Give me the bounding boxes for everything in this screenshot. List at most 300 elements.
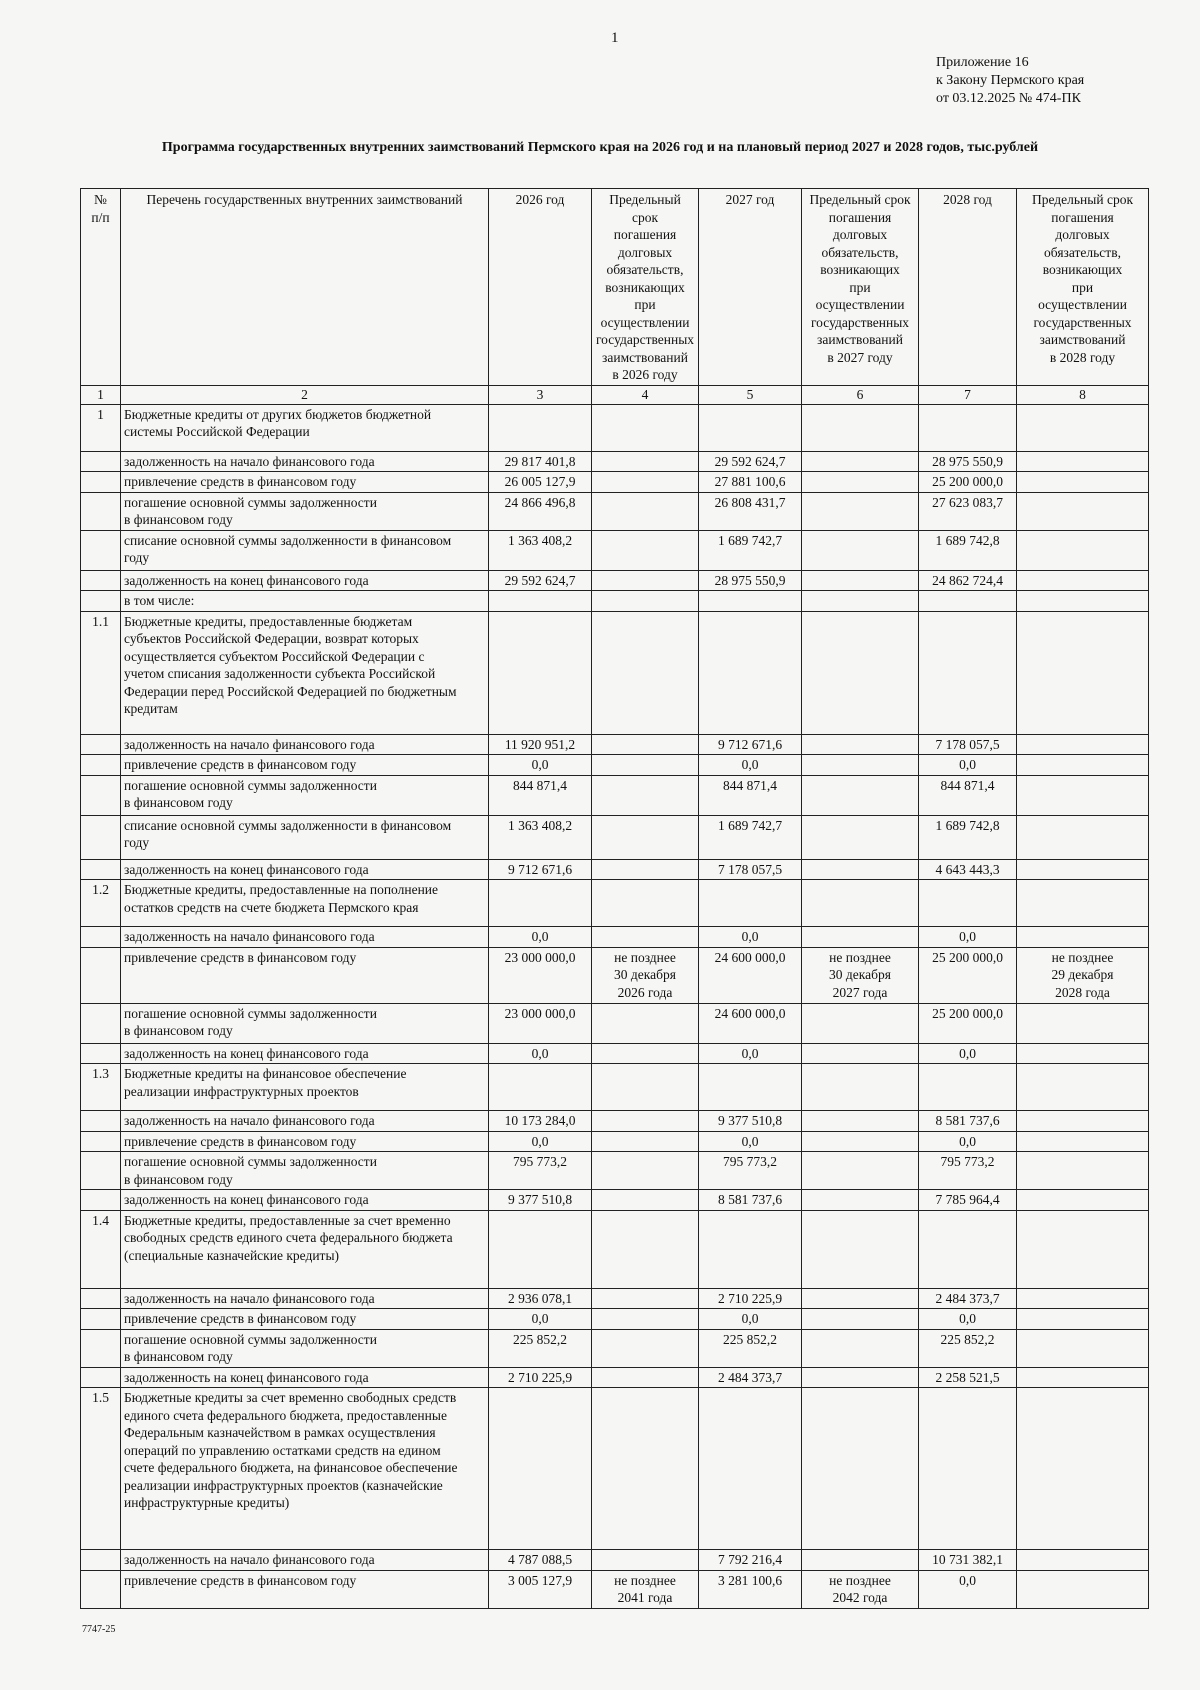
term-2028-cell bbox=[1017, 1388, 1149, 1550]
term-2028-cell bbox=[1017, 1111, 1149, 1132]
row-number-cell: 1 bbox=[81, 404, 121, 451]
row-number-cell: 1.4 bbox=[81, 1210, 121, 1288]
table-row bbox=[81, 472, 1149, 493]
term-2028-cell bbox=[1017, 591, 1149, 612]
term-2026-cell bbox=[592, 859, 699, 880]
value-2028-cell bbox=[919, 591, 1017, 612]
value-2028-cell: 8 581 737,6 bbox=[919, 1111, 1017, 1132]
row-number-cell bbox=[81, 1043, 121, 1064]
value-2027-cell bbox=[699, 591, 802, 612]
term-2028-cell bbox=[1017, 1309, 1149, 1330]
term-2026-cell bbox=[592, 611, 699, 734]
value-2027-cell: 2 484 373,7 bbox=[699, 1367, 802, 1388]
table-row bbox=[81, 1309, 1149, 1330]
row-number-cell bbox=[81, 1329, 121, 1367]
value-2028-cell: 795 773,2 bbox=[919, 1152, 1017, 1190]
table-row bbox=[81, 1131, 1149, 1152]
term-2027-cell bbox=[802, 1152, 919, 1190]
value-2028-cell: 0,0 bbox=[919, 1131, 1017, 1152]
table-row bbox=[81, 1570, 1149, 1608]
value-2026-cell bbox=[489, 880, 592, 927]
value-2027-cell: 26 808 431,7 bbox=[699, 492, 802, 530]
term-2026-cell bbox=[592, 927, 699, 948]
term-2026-cell: не позднее 2041 года bbox=[592, 1570, 699, 1608]
value-2027-cell: 1 689 742,7 bbox=[699, 815, 802, 859]
term-2027-cell bbox=[802, 880, 919, 927]
term-2028-cell bbox=[1017, 530, 1149, 570]
value-2028-cell: 25 200 000,0 bbox=[919, 1003, 1017, 1043]
value-2027-cell bbox=[699, 611, 802, 734]
item-name-cell: Бюджетные кредиты, предоставленные бюджетам субъектов Российской Федерации, возврат которых осуществляется субъектом Российской Федерации с учетом списания задолженности субъекта Российской Федерации перед Российской Федерацией по бюджетным кредитам bbox=[121, 611, 489, 734]
term-2028-cell bbox=[1017, 1152, 1149, 1190]
value-2028-cell: 7 785 964,4 bbox=[919, 1190, 1017, 1211]
value-2027-cell bbox=[699, 404, 802, 451]
table-row bbox=[81, 492, 1149, 530]
table-row bbox=[81, 1210, 1149, 1288]
item-name-cell: задолженность на конец финансового года bbox=[121, 570, 489, 591]
value-2026-cell bbox=[489, 404, 592, 451]
row-number-cell bbox=[81, 1550, 121, 1571]
term-2026-cell bbox=[592, 591, 699, 612]
value-2026-cell: 9 712 671,6 bbox=[489, 859, 592, 880]
term-2028-cell bbox=[1017, 1190, 1149, 1211]
term-2027-cell bbox=[802, 1388, 919, 1550]
table-row bbox=[81, 1388, 1149, 1550]
table-row bbox=[81, 1329, 1149, 1367]
value-2028-cell: 0,0 bbox=[919, 1043, 1017, 1064]
table-row bbox=[81, 530, 1149, 570]
item-name-cell: Бюджетные кредиты, предоставленные за счет временно свободных средств единого счета федерального бюджета (специальные казначейские кредиты) bbox=[121, 1210, 489, 1288]
row-number-cell bbox=[81, 1190, 121, 1211]
term-2028-cell bbox=[1017, 859, 1149, 880]
term-2028-cell bbox=[1017, 451, 1149, 472]
item-name-cell: задолженность на конец финансового года bbox=[121, 1043, 489, 1064]
footer-code: 7747-25 bbox=[82, 1624, 116, 1635]
row-number-cell bbox=[81, 1003, 121, 1043]
table-row bbox=[81, 570, 1149, 591]
term-2026-cell bbox=[592, 1152, 699, 1190]
term-2026-cell bbox=[592, 530, 699, 570]
term-2026-cell bbox=[592, 1329, 699, 1367]
term-2028-cell bbox=[1017, 570, 1149, 591]
header-cell-num: № п/п bbox=[81, 189, 121, 386]
term-2027-cell bbox=[802, 492, 919, 530]
table-row bbox=[81, 1367, 1149, 1388]
term-2028-cell bbox=[1017, 734, 1149, 755]
item-name-cell: задолженность на начало финансового года bbox=[121, 1550, 489, 1571]
value-2027-cell: 795 773,2 bbox=[699, 1152, 802, 1190]
value-2027-cell: 1 689 742,7 bbox=[699, 530, 802, 570]
table-row bbox=[81, 1550, 1149, 1571]
row-number-cell: 1.5 bbox=[81, 1388, 121, 1550]
column-number: 4 bbox=[592, 386, 699, 405]
table-row bbox=[81, 947, 1149, 1003]
term-2028-cell bbox=[1017, 492, 1149, 530]
term-2028-cell bbox=[1017, 1210, 1149, 1288]
value-2026-cell: 24 866 496,8 bbox=[489, 492, 592, 530]
table-row bbox=[81, 611, 1149, 734]
row-number-cell bbox=[81, 492, 121, 530]
row-number-cell bbox=[81, 591, 121, 612]
row-number-cell bbox=[81, 472, 121, 493]
term-2027-cell bbox=[802, 530, 919, 570]
row-number-cell bbox=[81, 1570, 121, 1608]
value-2027-cell: 844 871,4 bbox=[699, 775, 802, 815]
item-name-cell: привлечение средств в финансовом году bbox=[121, 472, 489, 493]
term-2026-cell bbox=[592, 815, 699, 859]
table-row bbox=[81, 591, 1149, 612]
value-2027-cell: 8 581 737,6 bbox=[699, 1190, 802, 1211]
value-2027-cell: 28 975 550,9 bbox=[699, 570, 802, 591]
row-number-cell bbox=[81, 775, 121, 815]
value-2028-cell: 25 200 000,0 bbox=[919, 472, 1017, 493]
term-2027-cell bbox=[802, 859, 919, 880]
term-2027-cell bbox=[802, 1550, 919, 1571]
value-2028-cell: 225 852,2 bbox=[919, 1329, 1017, 1367]
value-2026-cell bbox=[489, 591, 592, 612]
value-2026-cell: 225 852,2 bbox=[489, 1329, 592, 1367]
term-2028-cell bbox=[1017, 1064, 1149, 1111]
borrowings-table bbox=[80, 188, 1149, 1609]
term-2026-cell bbox=[592, 755, 699, 776]
header-row bbox=[81, 189, 1149, 386]
row-number-cell bbox=[81, 755, 121, 776]
annex-line-2: к Закону Пермского края bbox=[936, 73, 1085, 88]
term-2026-cell bbox=[592, 472, 699, 493]
term-2026-cell bbox=[592, 1367, 699, 1388]
term-2027-cell bbox=[802, 755, 919, 776]
value-2027-cell: 0,0 bbox=[699, 1043, 802, 1064]
term-2028-cell bbox=[1017, 404, 1149, 451]
term-2028-cell bbox=[1017, 1367, 1149, 1388]
item-name-cell: Бюджетные кредиты за счет временно свободных средств единого счета федерального бюджета, предоставленные Федеральным казначейством в рамках осуществления операций по управлению остатками средств на едином счете федерального бюджета, на финансовое обеспечение реализации инфраструктурных проектов (казначейские инфраструктурные кредиты) bbox=[121, 1388, 489, 1550]
term-2027-cell bbox=[802, 1367, 919, 1388]
term-2026-cell: не позднее 30 декабря 2026 года bbox=[592, 947, 699, 1003]
value-2026-cell: 11 920 951,2 bbox=[489, 734, 592, 755]
value-2028-cell bbox=[919, 880, 1017, 927]
term-2027-cell bbox=[802, 1309, 919, 1330]
value-2026-cell: 844 871,4 bbox=[489, 775, 592, 815]
item-name-cell: задолженность на конец финансового года bbox=[121, 1367, 489, 1388]
term-2026-cell bbox=[592, 1210, 699, 1288]
value-2028-cell: 24 862 724,4 bbox=[919, 570, 1017, 591]
table-row bbox=[81, 880, 1149, 927]
value-2028-cell: 7 178 057,5 bbox=[919, 734, 1017, 755]
item-name-cell: привлечение средств в финансовом году bbox=[121, 1131, 489, 1152]
value-2028-cell: 2 258 521,5 bbox=[919, 1367, 1017, 1388]
value-2026-cell: 29 817 401,8 bbox=[489, 451, 592, 472]
table-row bbox=[81, 1043, 1149, 1064]
term-2026-cell bbox=[592, 1190, 699, 1211]
term-2027-cell bbox=[802, 1111, 919, 1132]
value-2026-cell bbox=[489, 1388, 592, 1550]
item-name-cell: погашение основной суммы задолженности в финансовом году bbox=[121, 775, 489, 815]
value-2027-cell: 3 281 100,6 bbox=[699, 1570, 802, 1608]
row-number-cell bbox=[81, 947, 121, 1003]
value-2028-cell: 0,0 bbox=[919, 1570, 1017, 1608]
value-2026-cell: 0,0 bbox=[489, 1043, 592, 1064]
row-number-cell bbox=[81, 570, 121, 591]
row-number-cell: 1.3 bbox=[81, 1064, 121, 1111]
value-2026-cell: 795 773,2 bbox=[489, 1152, 592, 1190]
term-2027-cell bbox=[802, 570, 919, 591]
item-name-cell: списание основной суммы задолженности в финансовом году bbox=[121, 815, 489, 859]
value-2027-cell bbox=[699, 1210, 802, 1288]
term-2026-cell bbox=[592, 1064, 699, 1111]
item-name-cell: погашение основной суммы задолженности в финансовом году bbox=[121, 492, 489, 530]
header-cell-term-2028: Предельный срок погашения долговых обязательств, возникающих при осуществлении государственных заимствований в 2028 году bbox=[1017, 189, 1149, 386]
term-2026-cell bbox=[592, 492, 699, 530]
table-body bbox=[81, 404, 1149, 1608]
header-cell-list: Перечень государственных внутренних заимствований bbox=[121, 189, 489, 386]
term-2026-cell bbox=[592, 1003, 699, 1043]
document-title: Программа государственных внутренних заимствований Пермского края на 2026 год и на плановый период 2027 и 2028 годов, тыс.рублей bbox=[161, 140, 1039, 155]
term-2026-cell bbox=[592, 451, 699, 472]
term-2027-cell bbox=[802, 1210, 919, 1288]
term-2026-cell bbox=[592, 1309, 699, 1330]
table-row bbox=[81, 927, 1149, 948]
term-2027-cell bbox=[802, 1329, 919, 1367]
value-2028-cell: 27 623 083,7 bbox=[919, 492, 1017, 530]
value-2027-cell bbox=[699, 880, 802, 927]
term-2026-cell bbox=[592, 1131, 699, 1152]
row-number-cell bbox=[81, 1131, 121, 1152]
value-2027-cell: 27 881 100,6 bbox=[699, 472, 802, 493]
item-name-cell: задолженность на конец финансового года bbox=[121, 859, 489, 880]
value-2028-cell bbox=[919, 404, 1017, 451]
term-2026-cell bbox=[592, 734, 699, 755]
value-2026-cell bbox=[489, 611, 592, 734]
term-2028-cell bbox=[1017, 775, 1149, 815]
item-name-cell: задолженность на начало финансового года bbox=[121, 927, 489, 948]
row-number-cell bbox=[81, 1288, 121, 1309]
table-row bbox=[81, 1111, 1149, 1132]
row-number-cell bbox=[81, 1309, 121, 1330]
term-2028-cell bbox=[1017, 1570, 1149, 1608]
value-2027-cell bbox=[699, 1388, 802, 1550]
value-2027-cell: 0,0 bbox=[699, 755, 802, 776]
value-2028-cell bbox=[919, 1210, 1017, 1288]
annex-line-3: от 03.12.2025 № 474-ПК bbox=[936, 91, 1081, 106]
value-2028-cell: 844 871,4 bbox=[919, 775, 1017, 815]
term-2028-cell bbox=[1017, 472, 1149, 493]
column-number: 2 bbox=[121, 386, 489, 405]
value-2028-cell: 25 200 000,0 bbox=[919, 947, 1017, 1003]
term-2026-cell bbox=[592, 570, 699, 591]
term-2028-cell bbox=[1017, 1131, 1149, 1152]
item-name-cell: задолженность на начало финансового года bbox=[121, 451, 489, 472]
value-2027-cell: 2 710 225,9 bbox=[699, 1288, 802, 1309]
term-2027-cell bbox=[802, 1288, 919, 1309]
term-2028-cell bbox=[1017, 1288, 1149, 1309]
column-number: 1 bbox=[81, 386, 121, 405]
table-row bbox=[81, 1152, 1149, 1190]
value-2027-cell: 7 792 216,4 bbox=[699, 1550, 802, 1571]
row-number-cell bbox=[81, 1111, 121, 1132]
row-number-cell bbox=[81, 530, 121, 570]
row-number-cell: 1.1 bbox=[81, 611, 121, 734]
value-2028-cell: 4 643 443,3 bbox=[919, 859, 1017, 880]
value-2026-cell: 0,0 bbox=[489, 1131, 592, 1152]
term-2028-cell bbox=[1017, 1043, 1149, 1064]
value-2026-cell: 23 000 000,0 bbox=[489, 947, 592, 1003]
item-name-cell: задолженность на начало финансового года bbox=[121, 1111, 489, 1132]
term-2026-cell bbox=[592, 880, 699, 927]
row-number-cell bbox=[81, 734, 121, 755]
value-2028-cell bbox=[919, 1388, 1017, 1550]
term-2027-cell bbox=[802, 734, 919, 755]
item-name-cell: Бюджетные кредиты, предоставленные на пополнение остатков средств на счете бюджета Пермского края bbox=[121, 880, 489, 927]
value-2026-cell: 0,0 bbox=[489, 1309, 592, 1330]
value-2026-cell: 4 787 088,5 bbox=[489, 1550, 592, 1571]
header-cell-term-2027: Предельный срок погашения долговых обязательств, возникающих при осуществлении государственных заимствований в 2027 году bbox=[802, 189, 919, 386]
item-name-cell: Бюджетные кредиты от других бюджетов бюджетной системы Российской Федерации bbox=[121, 404, 489, 451]
term-2027-cell bbox=[802, 1003, 919, 1043]
value-2028-cell: 1 689 742,8 bbox=[919, 815, 1017, 859]
row-number-cell bbox=[81, 815, 121, 859]
table-row bbox=[81, 755, 1149, 776]
term-2027-cell bbox=[802, 775, 919, 815]
term-2026-cell bbox=[592, 1288, 699, 1309]
value-2026-cell: 2 936 078,1 bbox=[489, 1288, 592, 1309]
item-name-cell: задолженность на начало финансового года bbox=[121, 734, 489, 755]
value-2028-cell bbox=[919, 1064, 1017, 1111]
annex-line-1: Приложение 16 bbox=[936, 55, 1029, 70]
value-2026-cell bbox=[489, 1064, 592, 1111]
term-2027-cell bbox=[802, 1064, 919, 1111]
table-row bbox=[81, 815, 1149, 859]
item-name-cell: погашение основной суммы задолженности в финансовом году bbox=[121, 1152, 489, 1190]
item-name-cell: задолженность на конец финансового года bbox=[121, 1190, 489, 1211]
value-2028-cell: 1 689 742,8 bbox=[919, 530, 1017, 570]
borrowings-table-wrapper bbox=[80, 188, 1148, 1609]
header-cell-2028: 2028 год bbox=[919, 189, 1017, 386]
item-name-cell: Бюджетные кредиты на финансовое обеспечение реализации инфраструктурных проектов bbox=[121, 1064, 489, 1111]
column-number: 7 bbox=[919, 386, 1017, 405]
value-2028-cell: 28 975 550,9 bbox=[919, 451, 1017, 472]
item-name-cell: погашение основной суммы задолженности в финансовом году bbox=[121, 1329, 489, 1367]
term-2027-cell bbox=[802, 1043, 919, 1064]
table-row bbox=[81, 451, 1149, 472]
row-number-cell bbox=[81, 927, 121, 948]
value-2027-cell: 0,0 bbox=[699, 1131, 802, 1152]
table-row bbox=[81, 404, 1149, 451]
value-2026-cell: 26 005 127,9 bbox=[489, 472, 592, 493]
value-2026-cell: 1 363 408,2 bbox=[489, 530, 592, 570]
term-2027-cell bbox=[802, 1190, 919, 1211]
item-name-cell: привлечение средств в финансовом году bbox=[121, 1570, 489, 1608]
item-name-cell: задолженность на начало финансового года bbox=[121, 1288, 489, 1309]
value-2028-cell: 0,0 bbox=[919, 755, 1017, 776]
row-number-cell bbox=[81, 1152, 121, 1190]
value-2027-cell: 7 178 057,5 bbox=[699, 859, 802, 880]
table-row bbox=[81, 1003, 1149, 1043]
value-2027-cell: 9 377 510,8 bbox=[699, 1111, 802, 1132]
page-number: 1 bbox=[611, 30, 619, 46]
header-cell-2027: 2027 год bbox=[699, 189, 802, 386]
term-2027-cell bbox=[802, 927, 919, 948]
value-2027-cell: 0,0 bbox=[699, 1309, 802, 1330]
value-2027-cell: 0,0 bbox=[699, 927, 802, 948]
term-2027-cell bbox=[802, 611, 919, 734]
row-number-cell bbox=[81, 451, 121, 472]
term-2028-cell bbox=[1017, 1003, 1149, 1043]
table-row bbox=[81, 775, 1149, 815]
term-2027-cell bbox=[802, 451, 919, 472]
value-2026-cell: 29 592 624,7 bbox=[489, 570, 592, 591]
term-2027-cell: не позднее 30 декабря 2027 года bbox=[802, 947, 919, 1003]
annex-header bbox=[936, 54, 1084, 108]
term-2026-cell bbox=[592, 1388, 699, 1550]
term-2027-cell bbox=[802, 1131, 919, 1152]
value-2026-cell bbox=[489, 1210, 592, 1288]
table-row bbox=[81, 859, 1149, 880]
table-header bbox=[81, 189, 1149, 405]
term-2026-cell bbox=[592, 404, 699, 451]
value-2027-cell: 24 600 000,0 bbox=[699, 1003, 802, 1043]
term-2028-cell bbox=[1017, 927, 1149, 948]
value-2027-cell: 29 592 624,7 bbox=[699, 451, 802, 472]
row-number-cell bbox=[81, 859, 121, 880]
value-2028-cell: 2 484 373,7 bbox=[919, 1288, 1017, 1309]
term-2028-cell bbox=[1017, 880, 1149, 927]
term-2028-cell bbox=[1017, 1329, 1149, 1367]
term-2027-cell: не позднее 2042 года bbox=[802, 1570, 919, 1608]
item-name-cell: привлечение средств в финансовом году bbox=[121, 755, 489, 776]
column-number-row bbox=[81, 386, 1149, 405]
value-2028-cell: 0,0 bbox=[919, 1309, 1017, 1330]
table-row bbox=[81, 1288, 1149, 1309]
value-2028-cell: 10 731 382,1 bbox=[919, 1550, 1017, 1571]
value-2026-cell: 10 173 284,0 bbox=[489, 1111, 592, 1132]
value-2026-cell: 1 363 408,2 bbox=[489, 815, 592, 859]
value-2028-cell bbox=[919, 611, 1017, 734]
term-2027-cell bbox=[802, 815, 919, 859]
value-2026-cell: 23 000 000,0 bbox=[489, 1003, 592, 1043]
term-2028-cell bbox=[1017, 755, 1149, 776]
header-cell-term-2026: Предельный срок погашения долговых обязательств, возникающих при осуществлении государственных заимствований в 2026 году bbox=[592, 189, 699, 386]
item-name-cell: в том числе: bbox=[121, 591, 489, 612]
term-2026-cell bbox=[592, 775, 699, 815]
row-number-cell: 1.2 bbox=[81, 880, 121, 927]
value-2027-cell bbox=[699, 1064, 802, 1111]
row-number-cell bbox=[81, 1367, 121, 1388]
value-2026-cell: 0,0 bbox=[489, 755, 592, 776]
column-number: 3 bbox=[489, 386, 592, 405]
term-2027-cell bbox=[802, 591, 919, 612]
term-2028-cell: не позднее 29 декабря 2028 года bbox=[1017, 947, 1149, 1003]
term-2026-cell bbox=[592, 1550, 699, 1571]
term-2027-cell bbox=[802, 472, 919, 493]
header-cell-2026: 2026 год bbox=[489, 189, 592, 386]
value-2028-cell: 0,0 bbox=[919, 927, 1017, 948]
term-2026-cell bbox=[592, 1043, 699, 1064]
value-2026-cell: 3 005 127,9 bbox=[489, 1570, 592, 1608]
term-2028-cell bbox=[1017, 815, 1149, 859]
column-number: 8 bbox=[1017, 386, 1149, 405]
item-name-cell: погашение основной суммы задолженности в финансовом году bbox=[121, 1003, 489, 1043]
value-2027-cell: 225 852,2 bbox=[699, 1329, 802, 1367]
value-2026-cell: 0,0 bbox=[489, 927, 592, 948]
value-2027-cell: 9 712 671,6 bbox=[699, 734, 802, 755]
item-name-cell: списание основной суммы задолженности в финансовом году bbox=[121, 530, 489, 570]
term-2028-cell bbox=[1017, 611, 1149, 734]
term-2028-cell bbox=[1017, 1550, 1149, 1571]
table-row bbox=[81, 1190, 1149, 1211]
item-name-cell: привлечение средств в финансовом году bbox=[121, 1309, 489, 1330]
value-2027-cell: 24 600 000,0 bbox=[699, 947, 802, 1003]
column-number: 5 bbox=[699, 386, 802, 405]
